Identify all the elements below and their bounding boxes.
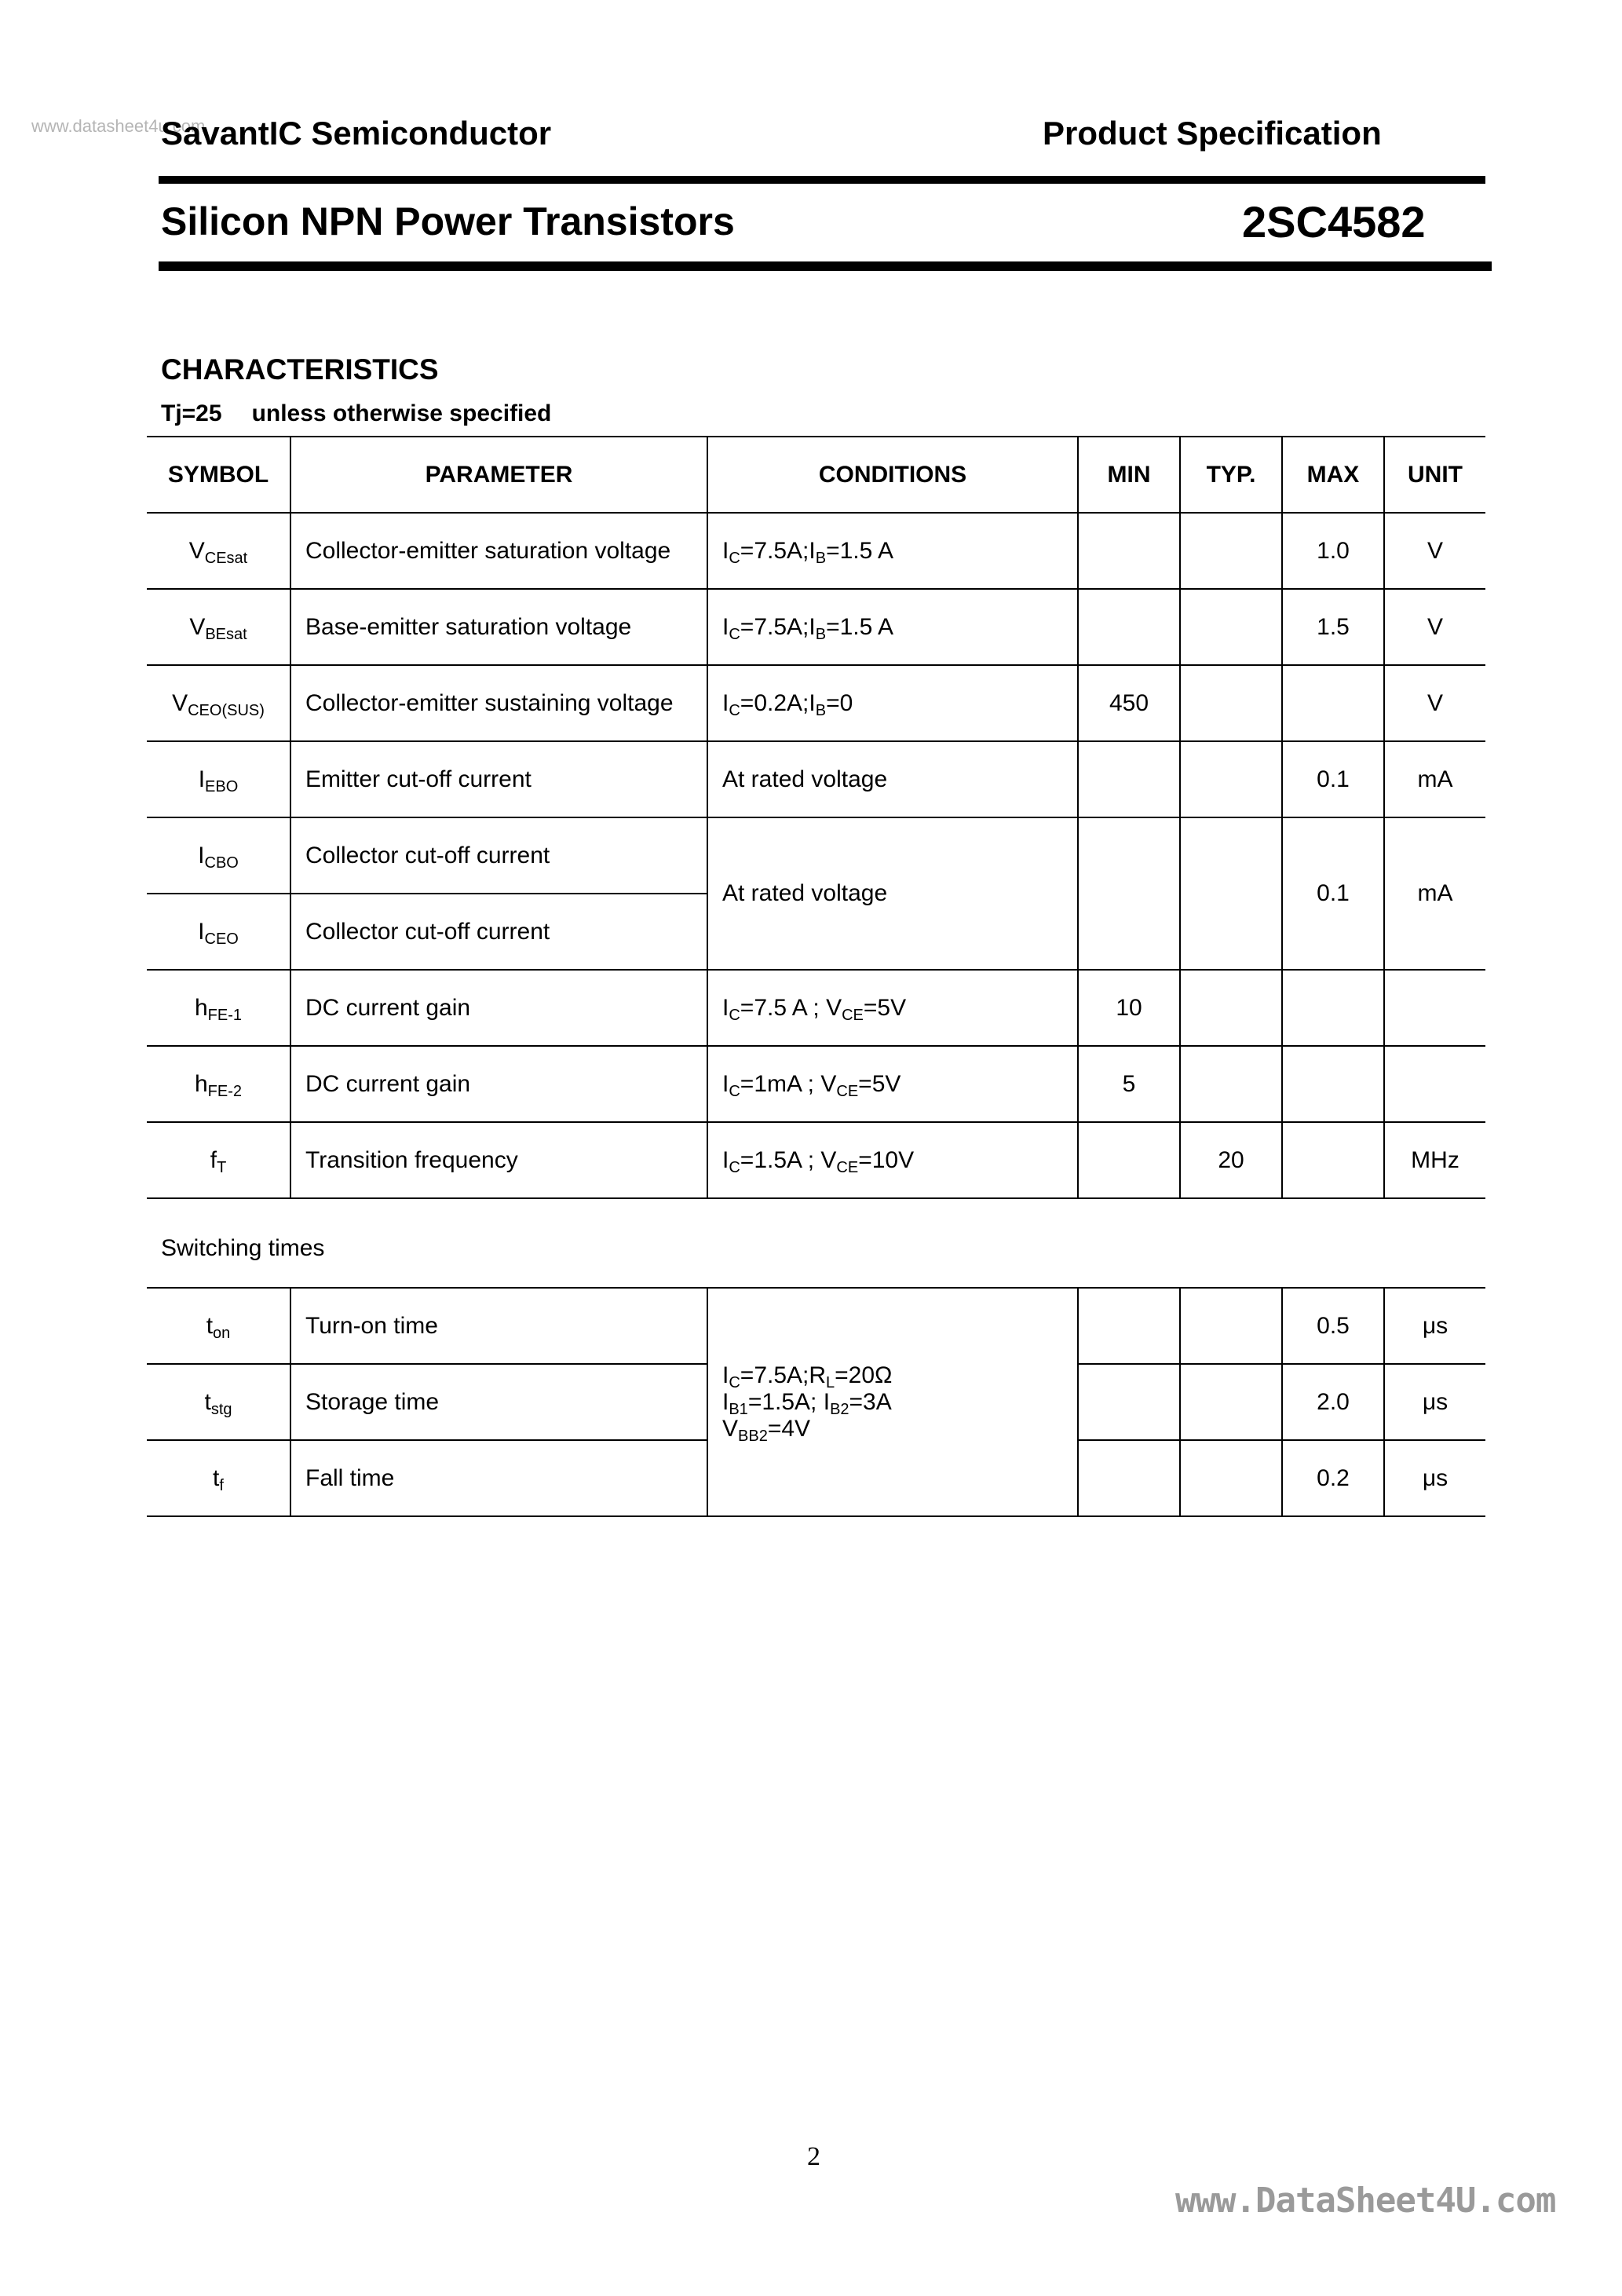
max-cell: 0.5 <box>1282 1288 1384 1364</box>
max-cell <box>1282 1122 1384 1198</box>
table-row <box>147 1122 1485 1198</box>
min-cell <box>1078 741 1180 817</box>
conditions-cell: At rated voltage <box>707 741 1078 817</box>
min-cell: 450 <box>1078 665 1180 741</box>
max-cell <box>1282 1046 1384 1122</box>
switching-times-table <box>147 1287 1485 1517</box>
unit-cell: μs <box>1384 1440 1485 1516</box>
typ-cell <box>1180 1364 1282 1440</box>
symbol-cell: $I_{CBO}$ <box>147 817 290 894</box>
section-heading: CHARACTERISTICS <box>161 353 439 386</box>
unit-cell: MHz <box>1384 1122 1485 1198</box>
temperature-condition: Tj=25 <box>161 400 222 426</box>
max-cell: 1.5 <box>1282 589 1384 665</box>
watermark-top: www.datasheet4u.com <box>31 116 206 136</box>
max-cell: 0.1 <box>1282 741 1384 817</box>
symbol-cell: $V_{CEO(SUS)}$ <box>147 665 290 741</box>
max-cell: 0.2 <box>1282 1440 1384 1516</box>
conditions-cell: $I_C=1.5A$ ; $V_{CE}=10V$ <box>707 1122 1078 1198</box>
condition-line: $V_{BB2}=4V$ <box>722 1415 811 1445</box>
typ-cell: 20 <box>1180 1122 1282 1198</box>
column-header: MIN <box>1078 437 1180 513</box>
unit-cell: V <box>1384 665 1485 741</box>
symbol-cell: $V_{CEsat}$ <box>147 513 290 589</box>
parameter-cell: Base-emitter saturation voltage <box>290 589 707 665</box>
table-row <box>147 817 1485 894</box>
symbol-cell: $t_{on}$ <box>147 1288 290 1364</box>
column-header: MAX <box>1282 437 1384 513</box>
table-row <box>147 1046 1485 1122</box>
unit-cell: V <box>1384 589 1485 665</box>
symbol-cell: $t_f$ <box>147 1440 290 1516</box>
min-cell <box>1078 1122 1180 1198</box>
symbol-cell: $h_{FE-1}$ <box>147 970 290 1046</box>
temperature-note <box>161 400 551 427</box>
typ-cell <box>1180 589 1282 665</box>
table-row <box>147 513 1485 589</box>
typ-cell <box>1180 1288 1282 1364</box>
header-rule-top <box>159 176 1485 184</box>
unit-cell: μs <box>1384 1288 1485 1364</box>
page-title: Silicon NPN Power Transistors <box>161 199 735 243</box>
condition-line: $I_{B1}=1.5A$; $I_{B2}=3A$ <box>722 1388 892 1418</box>
symbol-cell: $I_{EBO}$ <box>147 741 290 817</box>
typ-cell <box>1180 970 1282 1046</box>
min-cell: 5 <box>1078 1046 1180 1122</box>
unit-cell: V <box>1384 513 1485 589</box>
min-cell <box>1078 513 1180 589</box>
header-rule-bottom <box>159 261 1492 271</box>
typ-cell <box>1180 1440 1282 1516</box>
parameter-cell: Transition frequency <box>290 1122 707 1198</box>
temperature-note-text: unless otherwise specified <box>251 400 552 426</box>
max-cell <box>1282 970 1384 1046</box>
column-header: UNIT <box>1384 437 1485 513</box>
symbol-cell: $f_T$ <box>147 1122 290 1198</box>
parameter-cell: Fall time <box>290 1440 707 1516</box>
max-cell: 2.0 <box>1282 1364 1384 1440</box>
table-row <box>147 1288 1485 1364</box>
parameter-cell: Collector-emitter saturation voltage <box>290 513 707 589</box>
parameter-cell: Collector cut-off current <box>290 894 707 970</box>
typ-cell <box>1180 1046 1282 1122</box>
column-header: CONDITIONS <box>707 437 1078 513</box>
part-number: 2SC4582 <box>1242 197 1426 247</box>
typ-cell <box>1180 817 1282 970</box>
conditions-cell: $I_C=7.5A;I_B=1.5$ A <box>707 513 1078 589</box>
max-cell: 1.0 <box>1282 513 1384 589</box>
conditions-cell: $I_C=7.5$ A ; $V_{CE}=5V$ <box>707 970 1078 1046</box>
table-header-row <box>147 437 1485 513</box>
conditions-cell: $I_C=7.5A;I_B=1.5$ A <box>707 589 1078 665</box>
min-cell <box>1078 589 1180 665</box>
max-cell <box>1282 665 1384 741</box>
conditions-cell: At rated voltage <box>707 817 1078 970</box>
conditions-cell <box>707 1288 1078 1516</box>
switching-times-label: Switching times <box>161 1235 325 1261</box>
document-type: Product Specification <box>1043 115 1382 152</box>
parameter-cell: Turn-on time <box>290 1288 707 1364</box>
typ-cell <box>1180 741 1282 817</box>
min-cell: 10 <box>1078 970 1180 1046</box>
parameter-cell: DC current gain <box>290 1046 707 1122</box>
company-name: SavantIC Semiconductor <box>161 115 552 152</box>
table-row <box>147 589 1485 665</box>
unit-cell: μs <box>1384 1364 1485 1440</box>
typ-cell <box>1180 513 1282 589</box>
table-row <box>147 970 1485 1046</box>
conditions-cell: $I_C=0.2A;I_B=0$ <box>707 665 1078 741</box>
symbol-cell: $V_{BEsat}$ <box>147 589 290 665</box>
parameter-cell: Storage time <box>290 1364 707 1440</box>
parameter-cell: DC current gain <box>290 970 707 1046</box>
parameter-cell: Collector cut-off current <box>290 817 707 894</box>
table-row <box>147 665 1485 741</box>
conditions-cell: $I_C=1mA$ ; $V_{CE}=5V$ <box>707 1046 1078 1122</box>
column-header: PARAMETER <box>290 437 707 513</box>
column-header: TYP. <box>1180 437 1282 513</box>
symbol-cell: $t_{stg}$ <box>147 1364 290 1440</box>
watermark-bottom: www.DataSheet4U.com <box>1175 2181 1556 2221</box>
unit-cell: mA <box>1384 817 1485 970</box>
parameter-cell: Collector-emitter sustaining voltage <box>290 665 707 741</box>
column-header: SYMBOL <box>147 437 290 513</box>
parameter-cell: Emitter cut-off current <box>290 741 707 817</box>
typ-cell <box>1180 665 1282 741</box>
symbol-cell: $h_{FE-2}$ <box>147 1046 290 1122</box>
max-cell: 0.1 <box>1282 817 1384 970</box>
symbol-cell: $I_{CEO}$ <box>147 894 290 970</box>
table-row <box>147 741 1485 817</box>
page-number: 2 <box>807 2142 820 2171</box>
min-cell <box>1078 1288 1180 1364</box>
condition-line: $I_C=7.5A;R_L=20\Omega$ <box>722 1362 893 1391</box>
min-cell <box>1078 817 1180 970</box>
characteristics-table <box>147 436 1485 1199</box>
min-cell <box>1078 1364 1180 1440</box>
unit-cell <box>1384 1046 1485 1122</box>
unit-cell: mA <box>1384 741 1485 817</box>
unit-cell <box>1384 970 1485 1046</box>
min-cell <box>1078 1440 1180 1516</box>
